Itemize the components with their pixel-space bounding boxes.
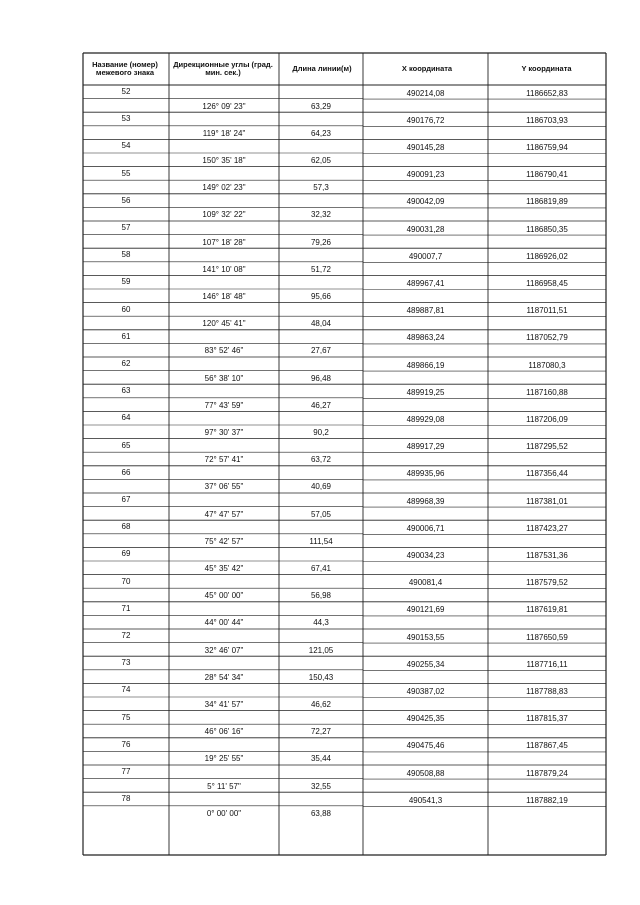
direction-angle: 77° 43' 59" xyxy=(204,400,244,410)
y-coordinate: 1187867,45 xyxy=(526,741,568,751)
x-coordinate: 490081,4 xyxy=(408,578,443,588)
line-length: 95,66 xyxy=(310,292,332,301)
direction-angle: 149° 02' 23" xyxy=(202,183,246,193)
line-length: 72,27 xyxy=(310,727,332,737)
y-coordinate: 1187356,44 xyxy=(526,469,568,479)
point-name: 55 xyxy=(121,168,131,178)
direction-angle: 19° 25' 55" xyxy=(204,754,244,764)
x-coordinate: 490508,88 xyxy=(406,768,445,778)
point-name: 72 xyxy=(121,631,131,640)
line-length: 63,29 xyxy=(310,101,332,111)
point-name: 73 xyxy=(121,658,131,668)
y-coordinate: 1187295,52 xyxy=(526,442,568,452)
y-coordinate: 1186652,83 xyxy=(526,88,568,98)
point-name: 74 xyxy=(121,685,131,695)
y-coordinate: 1187879,24 xyxy=(526,768,568,778)
line-length: 40,69 xyxy=(310,482,332,492)
header-point-name: Название (номер) межевого знака xyxy=(92,59,158,77)
point-name: 56 xyxy=(121,195,131,205)
direction-angle: 119° 18' 24" xyxy=(202,128,246,138)
direction-angle: 46° 06' 16" xyxy=(204,727,244,737)
line-length: 27,67 xyxy=(310,346,332,356)
point-name: 53 xyxy=(121,114,131,124)
point-name: 59 xyxy=(121,277,131,287)
line-length: 150,43 xyxy=(308,672,334,682)
point-name: 57 xyxy=(121,223,131,232)
y-coordinate: 1187650,59 xyxy=(526,632,568,642)
x-coordinate: 490425,35 xyxy=(406,714,445,724)
line-length: 64,23 xyxy=(310,128,332,138)
direction-angle: 32° 46' 07" xyxy=(204,645,244,655)
point-name: 76 xyxy=(121,739,131,749)
direction-angle: 120° 45' 41" xyxy=(202,319,246,329)
line-length: 90,2 xyxy=(313,428,329,437)
line-length: 111,54 xyxy=(309,536,333,546)
line-length: 96,48 xyxy=(310,373,332,383)
point-name: 65 xyxy=(121,440,131,450)
line-length: 62,05 xyxy=(310,156,332,165)
point-name: 71 xyxy=(121,603,131,613)
point-name: 64 xyxy=(121,413,131,423)
y-coordinate: 1187080,3 xyxy=(528,360,566,370)
line-length: 121,05 xyxy=(308,645,334,655)
line-length: 63,88 xyxy=(310,808,332,818)
header-x-coordinate: X координата xyxy=(401,63,453,73)
y-coordinate: 1186958,45 xyxy=(526,279,568,288)
y-coordinate: 1186759,94 xyxy=(526,143,568,152)
x-coordinate: 490034,23 xyxy=(406,551,445,560)
point-name: 67 xyxy=(121,495,131,504)
point-name: 78 xyxy=(121,794,131,804)
x-coordinate: 489968,39 xyxy=(406,496,445,506)
y-coordinate: 1187882,19 xyxy=(526,795,568,805)
direction-angle: 28° 54' 34" xyxy=(204,672,244,682)
boundary-coordinates-table xyxy=(83,53,606,855)
y-coordinate: 1187815,37 xyxy=(526,714,568,724)
line-length: 51,72 xyxy=(310,264,332,274)
direction-angle: 126° 09' 23" xyxy=(202,101,246,111)
line-length: 35,44 xyxy=(310,754,332,764)
direction-angle: 146° 18' 48" xyxy=(202,292,246,301)
direction-angle: 44° 00' 44" xyxy=(204,618,244,628)
y-coordinate: 1187160,88 xyxy=(526,387,568,397)
x-coordinate: 489935,96 xyxy=(406,469,445,479)
x-coordinate: 490091,23 xyxy=(406,170,445,180)
x-coordinate: 490541,3 xyxy=(408,795,443,805)
x-coordinate: 490153,55 xyxy=(406,632,445,642)
y-coordinate: 1187579,52 xyxy=(526,578,568,588)
point-name: 75 xyxy=(121,712,131,722)
y-coordinate: 1187206,09 xyxy=(526,415,568,424)
y-coordinate: 1186703,93 xyxy=(526,115,568,125)
x-coordinate: 490042,09 xyxy=(406,197,445,207)
header-y-coordinate: Y координата xyxy=(521,63,572,73)
point-name: 68 xyxy=(121,522,131,532)
x-coordinate: 490031,28 xyxy=(406,224,445,234)
x-coordinate: 490007,7 xyxy=(408,251,443,261)
direction-angle: 83° 52' 46" xyxy=(204,346,244,356)
y-coordinate: 1187531,36 xyxy=(526,551,568,560)
x-coordinate: 490006,71 xyxy=(406,523,445,533)
point-name: 66 xyxy=(121,467,131,477)
point-name: 63 xyxy=(121,386,131,396)
direction-angle: 150° 35' 18" xyxy=(202,156,246,165)
y-coordinate: 1187716,11 xyxy=(526,659,568,669)
y-coordinate: 1186819,89 xyxy=(526,197,568,207)
direction-angle: 109° 32' 22" xyxy=(202,210,246,220)
y-coordinate: 1187423,27 xyxy=(526,523,568,533)
x-coordinate: 489967,41 xyxy=(406,279,445,288)
x-coordinate: 489863,24 xyxy=(406,333,445,343)
point-name: 58 xyxy=(121,250,131,260)
point-name: 62 xyxy=(121,359,131,368)
y-coordinate: 1187619,81 xyxy=(526,605,568,615)
line-length: 63,72 xyxy=(310,455,332,465)
direction-angle: 5° 11' 57" xyxy=(207,781,241,791)
y-coordinate: 1187011,51 xyxy=(526,306,568,316)
x-coordinate: 490255,34 xyxy=(406,659,445,669)
y-coordinate: 1186926,02 xyxy=(526,251,568,261)
direction-angle: 37° 06' 55" xyxy=(204,482,244,492)
point-name: 52 xyxy=(121,87,131,96)
line-length: 57,3 xyxy=(313,183,329,193)
line-length: 67,41 xyxy=(310,564,332,573)
point-name: 77 xyxy=(121,767,131,776)
point-name: 61 xyxy=(121,331,131,341)
header-line-length: Длина линии(м) xyxy=(292,63,352,73)
direction-angle: 72° 57' 41" xyxy=(204,455,244,465)
direction-angle: 47° 47' 57" xyxy=(204,509,244,519)
x-coordinate: 489866,19 xyxy=(406,360,445,370)
x-coordinate: 489929,08 xyxy=(406,415,445,424)
line-length: 44,3 xyxy=(313,618,329,628)
x-coordinate: 489887,81 xyxy=(406,306,445,316)
direction-angle: 45° 00' 00" xyxy=(204,591,244,601)
direction-angle: 45° 35' 42" xyxy=(204,564,244,573)
point-name: 69 xyxy=(121,549,131,559)
direction-angle: 0° 00' 00" xyxy=(206,808,242,818)
header-direction-angles: Дирекционные углы (град. мин. сек.) xyxy=(173,59,273,77)
line-length: 32,32 xyxy=(310,210,332,220)
y-coordinate: 1186790,41 xyxy=(526,170,568,180)
direction-angle: 107° 18' 28" xyxy=(202,237,246,247)
point-name: 70 xyxy=(121,576,131,586)
x-coordinate: 490214,08 xyxy=(406,88,445,98)
line-length: 57,05 xyxy=(310,509,332,519)
line-length: 46,62 xyxy=(310,700,332,709)
direction-angle: 141° 10' 08" xyxy=(202,264,246,274)
y-coordinate: 1187052,79 xyxy=(526,333,568,343)
direction-angle: 34° 41' 57" xyxy=(204,700,244,709)
y-coordinate: 1187381,01 xyxy=(526,496,568,506)
direction-angle: 75° 42' 57" xyxy=(204,536,244,546)
x-coordinate: 490145,28 xyxy=(406,143,445,152)
x-coordinate: 489919,25 xyxy=(406,387,445,397)
y-coordinate: 1186850,35 xyxy=(526,224,568,234)
x-coordinate: 490176,72 xyxy=(406,115,445,125)
x-coordinate: 490387,02 xyxy=(406,687,445,696)
x-coordinate: 490121,69 xyxy=(406,605,445,615)
y-coordinate: 1187788,83 xyxy=(526,687,568,696)
line-length: 46,27 xyxy=(310,400,332,410)
line-length: 32,55 xyxy=(310,781,332,791)
line-length: 48,04 xyxy=(310,319,332,329)
point-name: 54 xyxy=(121,141,131,151)
line-length: 79,26 xyxy=(310,237,332,247)
point-name: 60 xyxy=(121,304,131,314)
x-coordinate: 489917,29 xyxy=(406,442,445,452)
direction-angle: 56° 38' 10" xyxy=(204,373,244,383)
x-coordinate: 490475,46 xyxy=(406,741,445,751)
direction-angle: 97° 30' 37" xyxy=(204,428,244,437)
line-length: 56,98 xyxy=(310,591,332,601)
